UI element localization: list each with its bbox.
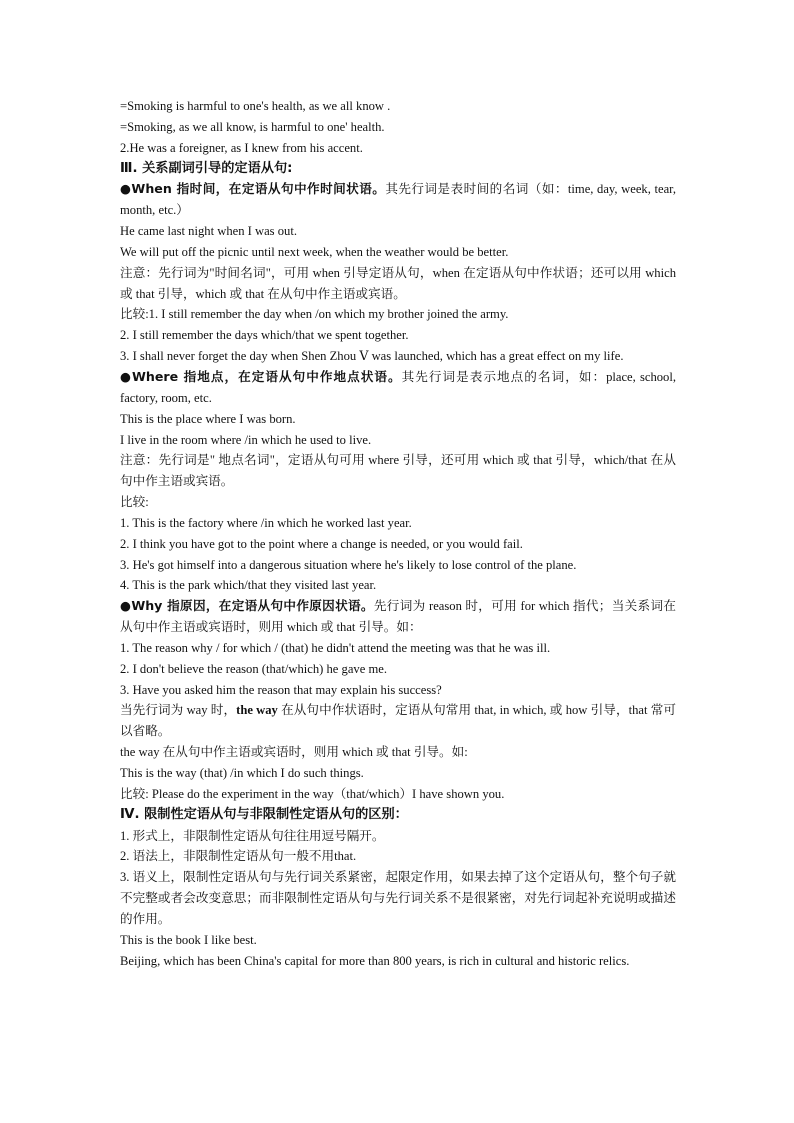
list-item: 3. 语义上，限制性定语从句与先行词关系紧密，起限定作用，如果去掉了这个定语从句，整个句子就不完整或者会改变意思；而非限制性定语从句与先行词关系不是很紧密，对先行词起补充说明或描述的作用。 — [120, 870, 676, 926]
compare-line: 比较:1. I still remember the day when /on which my brother joined the army. — [120, 307, 509, 322]
compare-line: 3. He's got himself into a dangerous situation where he's likely to lose control of the plane. — [120, 557, 577, 572]
why-lead: ●Why 指原因，在定语从句中作原因状语。 — [120, 598, 374, 614]
example-line: 2. I don't believe the reason (that/which) he gave me. — [120, 661, 387, 676]
text-line: =Smoking is harmful to one's health, as we all know . — [120, 99, 391, 113]
text-line: =Smoking, as we all know, is harmful to one' health. — [120, 119, 385, 134]
way-pre: 当先行词为 way 时， — [120, 703, 237, 718]
way-paragraph — [120, 700, 676, 742]
why-rest: 先行词为 reason 时，可用 for which 指代；当关系词在从句中作主语或宾语时，则用 which 或 that 引导。如： — [120, 599, 676, 635]
compare-line: 1. This is the factory where /in which he worked last year. — [120, 515, 412, 530]
text-line: the way 在从句中作主语或宾语时，则用 which 或 that 引导。如: — [120, 745, 468, 760]
example-line: This is the book I like best. — [120, 932, 257, 947]
when-rest: 其先行词是表时间的名词（如：time, day, week, tear, month, etc.） — [120, 182, 676, 218]
document-page — [120, 96, 676, 971]
way-bold: the way — [236, 703, 278, 718]
example-line: This is the place where I was born. — [120, 411, 296, 426]
compare-line: 3. I shall never forget the day when Shen Zhou Ⅴ was launched, which has a great effect on my life. — [120, 349, 624, 364]
example-line: We will put off the picnic until next week, when the weather would be better. — [120, 244, 509, 259]
example-line: I live in the room where /in which he used to live. — [120, 432, 372, 447]
compare-line: 比较: Please do the experiment in the way（that/which）I have shown you. — [120, 786, 505, 801]
where-rest: 其先行词是表示地点的名词，如：place, school, factory, room, etc. — [120, 369, 677, 405]
where-lead: ●Where 指地点，在定语从句中作地点状语。 — [120, 368, 402, 384]
when-paragraph — [120, 179, 676, 221]
example-line: Beijing, which has been China's capital for more than 800 years, is rich in cultural and historic relics. — [120, 953, 630, 968]
compare-line: 2. I think you have got to the point where a change is needed, or you would fail. — [120, 536, 523, 551]
example-line: He came last night when I was out. — [120, 224, 297, 239]
section-heading-iv: Ⅳ. 限制性定语从句与非限制性定语从句的区别： — [120, 806, 408, 822]
note-paragraph: 注意：先行词是" 地点名词"，定语从句可用 where 引导，还可用 which 或 that 引导，which/that 在从句中作主语或宾语。 — [120, 453, 676, 489]
compare-line: 2. I still remember the days which/that we spent together. — [120, 328, 409, 343]
example-line: 1. The reason why / for which / (that) he didn't attend the meeting was that he was ill. — [120, 640, 551, 655]
section-heading-iii: Ⅲ. 关系副词引导的定语从句: — [120, 160, 293, 176]
note-paragraph: 注意：先行词为"时间名词"，可用 when 引导定语从句，when 在定语从句中作状语；还可以用 which 或 that 引导，which 或 that 在从句中作主语或宾语。 — [120, 265, 676, 301]
list-item: 1. 形式上，非限制性定语从句往往用逗号隔开。 — [120, 828, 385, 843]
list-item: 2. 语法上，非限制性定语从句一般不用that. — [120, 849, 357, 864]
compare-line: 4. This is the park which/that they visited last year. — [120, 578, 377, 593]
way-post: 在从句中作状语时，定语从句常用 that, in which, 或 how 引导，that 常可以省略。 — [120, 703, 677, 739]
text-line: 2.He was a foreigner, as I knew from his accent. — [120, 140, 363, 155]
example-line: 3. Have you asked him the reason that may explain his success? — [120, 682, 442, 697]
why-paragraph — [120, 596, 676, 638]
where-paragraph — [120, 367, 676, 409]
when-lead: ●When 指时间，在定语从句中作时间状语。 — [120, 181, 386, 197]
compare-label: 比较: — [120, 495, 149, 510]
example-line: This is the way (that) /in which I do such things. — [120, 766, 364, 780]
